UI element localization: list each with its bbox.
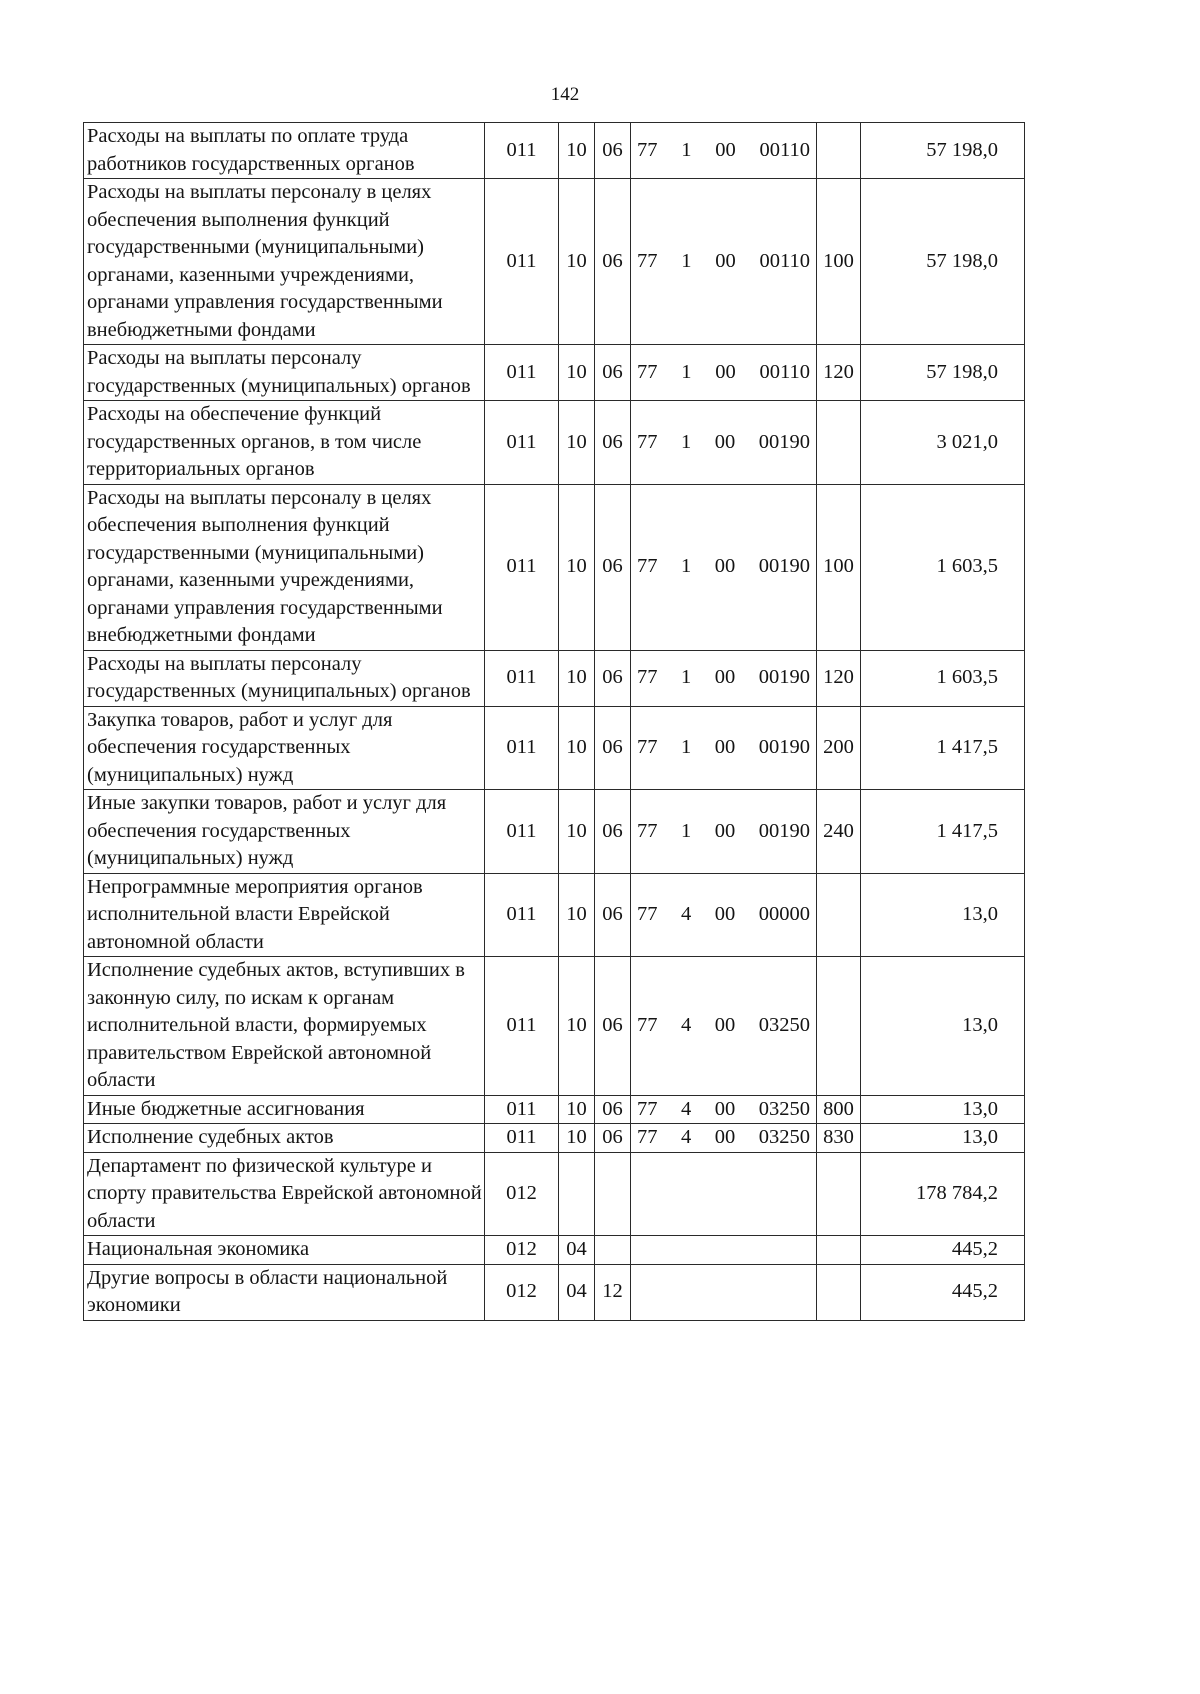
section-code-cell: 04 bbox=[559, 1236, 595, 1265]
target-article-part: 4 bbox=[681, 903, 692, 925]
expense-type-cell bbox=[817, 123, 861, 179]
target-article-part: 77 bbox=[637, 736, 658, 758]
target-article-cell bbox=[631, 1236, 817, 1265]
section-code-cell: 10 bbox=[559, 179, 595, 345]
expense-name-cell: Расходы на выплаты персоналу государственных (муниципальных) органов bbox=[84, 345, 485, 401]
subsection-code-cell: 06 bbox=[595, 957, 631, 1096]
grbs-code-cell: 012 bbox=[485, 1264, 559, 1320]
target-article-part: 00190 bbox=[758, 430, 810, 453]
section-code-cell: 10 bbox=[559, 1124, 595, 1153]
expense-name-cell: Национальная экономика bbox=[84, 1236, 485, 1265]
grbs-code-cell: 012 bbox=[485, 1152, 559, 1236]
target-article-part: 77 bbox=[637, 903, 658, 925]
section-code-cell: 10 bbox=[559, 123, 595, 179]
expense-type-cell bbox=[817, 1264, 861, 1320]
expense-type-cell bbox=[817, 1236, 861, 1265]
table-row bbox=[84, 1236, 1025, 1265]
expense-type-cell: 120 bbox=[817, 650, 861, 706]
target-article-part: 00 bbox=[714, 430, 736, 453]
target-article-parts bbox=[631, 248, 816, 276]
expense-name-cell: Исполнение судебных актов bbox=[84, 1124, 485, 1153]
expense-type-cell: 100 bbox=[817, 179, 861, 345]
table-row bbox=[84, 484, 1025, 650]
grbs-code-cell: 011 bbox=[485, 706, 559, 790]
section-code-cell: 10 bbox=[559, 1095, 595, 1124]
grbs-code-cell: 011 bbox=[485, 957, 559, 1096]
amount-cell: 57 198,0 bbox=[861, 179, 1025, 345]
target-article-part: 1 bbox=[681, 666, 692, 689]
target-article-cell bbox=[631, 123, 817, 179]
expense-name-cell: Другие вопросы в области национальной экономики bbox=[84, 1264, 485, 1320]
subsection-code-cell: 06 bbox=[595, 650, 631, 706]
target-article-part: 03250 bbox=[758, 1014, 810, 1036]
expense-type-cell bbox=[817, 1152, 861, 1236]
section-code-cell: 10 bbox=[559, 957, 595, 1096]
grbs-code-cell: 011 bbox=[485, 1095, 559, 1124]
grbs-code-cell: 011 bbox=[485, 401, 559, 485]
target-article-part: 1 bbox=[681, 819, 692, 842]
target-article-parts bbox=[631, 1012, 816, 1040]
expense-type-cell bbox=[817, 957, 861, 1096]
amount-cell: 3 021,0 bbox=[861, 401, 1025, 485]
target-article-parts bbox=[631, 1096, 816, 1124]
grbs-code-cell: 011 bbox=[485, 179, 559, 345]
target-article-cell bbox=[631, 650, 817, 706]
target-article-part: 00 bbox=[714, 903, 736, 925]
target-article-part: 77 bbox=[637, 360, 658, 383]
grbs-code-cell: 011 bbox=[485, 123, 559, 179]
subsection-code-cell bbox=[595, 1152, 631, 1236]
table-row bbox=[84, 1152, 1025, 1236]
target-article-part: 77 bbox=[637, 666, 658, 689]
target-article-cell bbox=[631, 873, 817, 957]
amount-cell: 178 784,2 bbox=[861, 1152, 1025, 1236]
expense-type-cell: 800 bbox=[817, 1095, 861, 1124]
target-article-parts bbox=[631, 901, 816, 929]
target-article-cell bbox=[631, 484, 817, 650]
expense-name-cell: Иные закупки товаров, работ и услуг для обеспечения государственных (муниципальных) нужд bbox=[84, 790, 485, 874]
target-article-part: 00 bbox=[715, 138, 736, 161]
target-article-part: 00 bbox=[714, 819, 736, 842]
section-code-cell: 10 bbox=[559, 650, 595, 706]
target-article-part: 00 bbox=[715, 249, 736, 272]
expense-type-cell: 100 bbox=[817, 484, 861, 650]
target-article-part: 00110 bbox=[759, 360, 810, 383]
table-row bbox=[84, 1264, 1025, 1320]
amount-cell: 13,0 bbox=[861, 957, 1025, 1096]
target-article-cell bbox=[631, 1095, 817, 1124]
expense-name-cell: Иные бюджетные ассигнования bbox=[84, 1095, 485, 1124]
target-article-part: 1 bbox=[681, 555, 692, 578]
target-article-part: 00190 bbox=[758, 736, 810, 758]
target-article-cell bbox=[631, 345, 817, 401]
amount-cell: 1 603,5 bbox=[861, 484, 1025, 650]
grbs-code-cell: 011 bbox=[485, 790, 559, 874]
subsection-code-cell: 06 bbox=[595, 401, 631, 485]
target-article-parts bbox=[631, 734, 816, 762]
expense-name-cell: Департамент по физической культуре и спорту правительства Еврейской автономной области bbox=[84, 1152, 485, 1236]
table-row bbox=[84, 706, 1025, 790]
target-article-part: 00110 bbox=[759, 249, 810, 272]
target-article-part: 77 bbox=[637, 249, 658, 272]
subsection-code-cell bbox=[595, 1236, 631, 1265]
section-code-cell: 10 bbox=[559, 401, 595, 485]
target-article-part: 77 bbox=[637, 138, 658, 161]
target-article-cell bbox=[631, 1152, 817, 1236]
amount-cell: 1 417,5 bbox=[861, 706, 1025, 790]
target-article-cell bbox=[631, 179, 817, 345]
subsection-code-cell: 06 bbox=[595, 1095, 631, 1124]
target-article-part: 4 bbox=[681, 1126, 692, 1148]
target-article-cell bbox=[631, 957, 817, 1096]
section-code-cell: 10 bbox=[559, 873, 595, 957]
target-article-parts bbox=[631, 818, 816, 846]
table-row bbox=[84, 401, 1025, 485]
expense-name-cell: Исполнение судебных актов, вступивших в законную силу, по искам к органам исполнительной власти, формируемых правительством Еврейской автономной области bbox=[84, 957, 485, 1096]
amount-cell: 13,0 bbox=[861, 873, 1025, 957]
table-body bbox=[84, 123, 1025, 1321]
expense-name-cell: Закупка товаров, работ и услуг для обеспечения государственных (муниципальных) нужд bbox=[84, 706, 485, 790]
table-row bbox=[84, 1095, 1025, 1124]
expense-type-cell: 200 bbox=[817, 706, 861, 790]
target-article-cell bbox=[631, 706, 817, 790]
target-article-part: 00000 bbox=[758, 903, 810, 925]
table-row bbox=[84, 179, 1025, 345]
grbs-code-cell: 011 bbox=[485, 484, 559, 650]
table-row bbox=[84, 1124, 1025, 1153]
grbs-code-cell: 012 bbox=[485, 1236, 559, 1265]
target-article-part: 00 bbox=[714, 555, 736, 578]
grbs-code-cell: 011 bbox=[485, 1124, 559, 1153]
target-article-part: 00 bbox=[714, 1126, 736, 1148]
section-code-cell: 10 bbox=[559, 790, 595, 874]
section-code-cell bbox=[559, 1152, 595, 1236]
target-article-part: 00190 bbox=[758, 666, 810, 689]
target-article-parts bbox=[631, 429, 816, 457]
subsection-code-cell: 06 bbox=[595, 123, 631, 179]
target-article-part: 77 bbox=[637, 1097, 658, 1120]
subsection-code-cell: 12 bbox=[595, 1264, 631, 1320]
target-article-part: 1 bbox=[681, 736, 692, 758]
table-row bbox=[84, 957, 1025, 1096]
amount-cell: 57 198,0 bbox=[861, 123, 1025, 179]
subsection-code-cell: 06 bbox=[595, 1124, 631, 1153]
target-article-part: 00190 bbox=[758, 819, 810, 842]
target-article-cell bbox=[631, 1264, 817, 1320]
subsection-code-cell: 06 bbox=[595, 790, 631, 874]
target-article-part: 00190 bbox=[758, 555, 810, 578]
expense-name-cell: Расходы на выплаты по оплате труда работников государственных органов bbox=[84, 123, 485, 179]
target-article-parts bbox=[631, 1124, 816, 1152]
expense-type-cell: 240 bbox=[817, 790, 861, 874]
subsection-code-cell: 06 bbox=[595, 345, 631, 401]
subsection-code-cell: 06 bbox=[595, 484, 631, 650]
amount-cell: 445,2 bbox=[861, 1264, 1025, 1320]
target-article-parts bbox=[631, 664, 816, 692]
expense-name-cell: Непрограммные мероприятия органов исполнительной власти Еврейской автономной области bbox=[84, 873, 485, 957]
section-code-cell: 10 bbox=[559, 706, 595, 790]
target-article-part: 4 bbox=[681, 1014, 692, 1036]
amount-cell: 1 603,5 bbox=[861, 650, 1025, 706]
expense-name-cell: Расходы на выплаты персоналу в целях обеспечения выполнения функций государственными (муниципальными) органами, казенными учреждениями, органами управления государственными внебюджетными фондами bbox=[84, 179, 485, 345]
target-article-cell bbox=[631, 401, 817, 485]
amount-cell: 1 417,5 bbox=[861, 790, 1025, 874]
grbs-code-cell: 011 bbox=[485, 650, 559, 706]
target-article-part: 77 bbox=[637, 1126, 658, 1148]
section-code-cell: 10 bbox=[559, 345, 595, 401]
expense-name-cell: Расходы на выплаты персоналу в целях обеспечения выполнения функций государственными (муниципальными) органами, казенными учреждениями, органами управления государственными внебюджетными фондами bbox=[84, 484, 485, 650]
expense-type-cell bbox=[817, 873, 861, 957]
target-article-parts bbox=[631, 137, 816, 165]
target-article-part: 1 bbox=[681, 360, 692, 383]
subsection-code-cell: 06 bbox=[595, 873, 631, 957]
section-code-cell: 04 bbox=[559, 1264, 595, 1320]
target-article-part: 00 bbox=[714, 666, 736, 689]
target-article-part: 1 bbox=[681, 249, 692, 272]
table-row bbox=[84, 650, 1025, 706]
target-article-cell bbox=[631, 1124, 817, 1153]
grbs-code-cell: 011 bbox=[485, 345, 559, 401]
section-code-cell: 10 bbox=[559, 484, 595, 650]
grbs-code-cell: 011 bbox=[485, 873, 559, 957]
target-article-parts bbox=[631, 359, 816, 387]
expense-type-cell bbox=[817, 401, 861, 485]
target-article-part: 1 bbox=[681, 138, 692, 161]
target-article-part: 00 bbox=[715, 360, 736, 383]
expense-name-cell: Расходы на выплаты персоналу государственных (муниципальных) органов bbox=[84, 650, 485, 706]
target-article-part: 77 bbox=[637, 555, 658, 578]
expense-type-cell: 830 bbox=[817, 1124, 861, 1153]
target-article-cell bbox=[631, 790, 817, 874]
target-article-part: 00 bbox=[714, 736, 736, 758]
subsection-code-cell: 06 bbox=[595, 706, 631, 790]
amount-cell: 445,2 bbox=[861, 1236, 1025, 1265]
amount-cell: 13,0 bbox=[861, 1095, 1025, 1124]
expense-type-cell: 120 bbox=[817, 345, 861, 401]
target-article-part: 00 bbox=[714, 1014, 736, 1036]
target-article-part: 77 bbox=[637, 819, 658, 842]
target-article-part: 00 bbox=[714, 1097, 736, 1120]
amount-cell: 13,0 bbox=[861, 1124, 1025, 1153]
budget-table bbox=[83, 122, 1025, 1321]
target-article-part: 00110 bbox=[759, 138, 810, 161]
target-article-part: 03250 bbox=[758, 1126, 810, 1148]
table-row bbox=[84, 790, 1025, 874]
table-row bbox=[84, 873, 1025, 957]
target-article-part: 4 bbox=[681, 1097, 692, 1120]
amount-cell: 57 198,0 bbox=[861, 345, 1025, 401]
page-number: 142 bbox=[550, 84, 580, 105]
table-row bbox=[84, 123, 1025, 179]
target-article-part: 77 bbox=[637, 430, 658, 453]
target-article-part: 03250 bbox=[758, 1097, 810, 1120]
expense-name-cell: Расходы на обеспечение функций государственных органов, в том числе территориальных органов bbox=[84, 401, 485, 485]
target-article-part: 1 bbox=[681, 430, 692, 453]
table-row bbox=[84, 345, 1025, 401]
target-article-part: 77 bbox=[637, 1014, 658, 1036]
target-article-parts bbox=[631, 553, 816, 581]
subsection-code-cell: 06 bbox=[595, 179, 631, 345]
